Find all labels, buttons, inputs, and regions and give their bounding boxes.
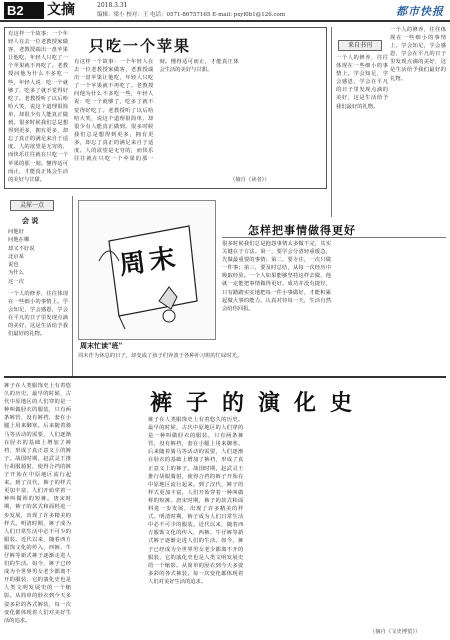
article-source-apple: （摘自《读者》） bbox=[230, 177, 270, 183]
cartoon-word: 周末 bbox=[117, 242, 182, 282]
article-body-better: 很多时候我们总是抱怨事情太多做不完，其实关键在于方法。第一，要学会分清轻重缓急，先做最重要的事情；第二，要专注，一次只做一件事；第三，要及时总结，从每一次经历中吸取经验。一个人如果能够坚持这样去做，他就一定能把事情做得更好。成功并没有捷径，只有踏踏实实地把每一件小事做好，才能积累起做大事的能力。认真对待每一天，生活自然会给你回报。 bbox=[222, 241, 331, 312]
poem-tag: 灵犀一点 bbox=[10, 200, 54, 211]
poem-body: 一个人的修养，往往体现在一些细小的事情上。学会知足，学会感恩，学会在平凡的日子里发现点滴的美好，这是生活给予我们最好的礼物。 bbox=[8, 291, 68, 338]
editor-line: 编辑：梁小 校对：王 电话：0571-86757165 E-mail: pxyl0b1@126.com bbox=[97, 12, 286, 18]
poem-title: 会 说 bbox=[22, 216, 39, 225]
poem-line: 北京某 bbox=[8, 253, 24, 260]
section-title: 文摘 bbox=[47, 2, 75, 18]
poem-line: 这一次 bbox=[8, 278, 24, 285]
poem-line: 说也 bbox=[8, 262, 19, 269]
article2-rule bbox=[222, 237, 446, 238]
poem-line: 却又不好说 bbox=[8, 245, 35, 252]
article-body-pants: 裤子在人类服饰史上有着悠久的历史。最早的时候，古代中原地区的人们穿的是一种叫做胫衣的服装，只有两条裤管，没有裤裆，套在小腿上用来御寒。后来随着骑马等活动的需要，人们逐渐在胫衣的基础上增加了裤裆，形成了真正意义上的裤子。战国时期，赵武灵王推行胡服骑射，使得合裆的裤子开始在中原地区流行起来。到了汉代，裤子的样式更加丰富，人们开始穿着一种叫做裈的短裤。唐宋时期，裤子的款式和面料进一步发展，出现了许多精美的样式。明清时期，裤子成为人们日常生活中必不可少的服装。近代以来，随着西方服饰文化的传入，西裤、牛仔裤等新式裤子逐渐走进人们的生活。如今，裤子已经成为全世界男女老少都离不开的服装，它的演化史也是人类文明发展史的一个缩影。从简单的胫衣到今天多姿多彩的各式裤装，每一次变化都体现着人们对美好生活的追求。 bbox=[148, 417, 244, 585]
cartoon-image bbox=[78, 200, 216, 340]
poem-divider bbox=[72, 196, 73, 376]
section-rule bbox=[4, 376, 446, 378]
article-title-apple: 只吃一个苹果 bbox=[88, 37, 191, 55]
poem-line: 问他好 bbox=[8, 229, 24, 235]
article-title-better: 怎样把事情做得更好 bbox=[248, 224, 356, 237]
article-source-pants: （摘自《文史博览》） bbox=[370, 629, 421, 635]
column-divider bbox=[331, 27, 332, 217]
right-top-text: 一个人的修养，往往体现在一些细小的事情上。学会知足，学会感恩，学会在平凡的日子里发现点滴的美好，这是生活给予我们最好的礼物。 bbox=[390, 27, 446, 82]
article-title-pants: 裤子的演化史 bbox=[150, 390, 367, 416]
page-number: B2 bbox=[4, 2, 44, 19]
article-body-apple-cont: 有这样一个故事：一个年轻人在去一位老教授家做客，老教授端出一盘苹果让他吃，年轻人只吃了一个苹果就不再吃了。老教授问他为什么不多吃一些，年轻人说：吃一个就够了，吃多了就不觉得好吃了。老教授听了以后哈哈大笑，说这个道理很简单，却很少有人能真正做到。很多时候我们总是想得到更多，拥有更多，却忘了真正的满足来自于适度。人的欲望是无穷的，而快乐往往就在只吃一个苹果的那一刻。懂得适可而止，才能真正体会生活的美好与甘甜。 bbox=[74, 59, 239, 163]
poem-line: 问他在哪 bbox=[8, 237, 30, 244]
poem-line: 为什么 bbox=[8, 270, 24, 277]
cartoon-caption: 周末作为休息的日子，却变成了孩子们奔波于各种补习班的忙碌时光。 bbox=[78, 353, 243, 359]
article-body-pants-left: 裤子在人类服饰史上有着悠久的历史。最早的时候，古代中原地区的人们穿的是一种叫做胫衣的服装，只有两条裤管，没有裤裆，套在小腿上用来御寒。后来随着骑马等活动的需要，人们逐渐在胫衣的基础上增加了裤裆，形成了真正意义上的裤子。战国时期，赵武灵王推行胡服骑射，使得合裆的裤子开始在中原地区流行起来。到了汉代，裤子的样式更加丰富，人们开始穿着一种叫做裈的短裤。唐宋时期，裤子的款式和面料进一步发展，出现了许多精美的样式。明清时期，裤子成为人们日常生活中必不可少的服装。近代以来，随着西方服饰文化的传入，西裤、牛仔裤等新式裤子逐渐走进人们的生活。如今，裤子已经成为全世界男女老少都离不开的服装，它的演化史也是人类文明发展史的一个缩影。从简单的胫衣到今天多姿多彩的各式裤装，每一次变化都体现着人们对美好生活的追求。 bbox=[4, 383, 71, 624]
issue-date: 2018.3.31 bbox=[97, 2, 128, 9]
newspaper-logo: 都市快报 bbox=[396, 5, 444, 18]
article-body-apple: 有这样一个故事：一个年轻人在去一位老教授家做客，老教授端出一盘苹果让他吃，年轻人只吃了一个苹果就不再吃了。老教授问他为什么不多吃一些，年轻人说：吃一个就够了，吃多了就不觉得好吃了。老教授听了以后哈哈大笑，说这个道理很简单，却很少有人能真正做到。很多时候我们总是想得到更多，拥有更多，却忘了真正的满足来自于适度。人的欲望是无穷的，而快乐往往就在只吃一个苹果的那一刻。懂得适可而止，才能真正体会生活的美好与甘甜。 bbox=[8, 31, 68, 183]
right-box-body: 一个人的修养，往往体现在一些细小的事情上。学会知足，学会感恩，学会在平凡的日子里发现点滴的美好，这是生活给予我们最好的礼物。 bbox=[336, 55, 388, 110]
cartoon-label: 周末忙读"班" bbox=[80, 341, 123, 350]
right-box-tag: 来自书刊 bbox=[338, 40, 382, 51]
